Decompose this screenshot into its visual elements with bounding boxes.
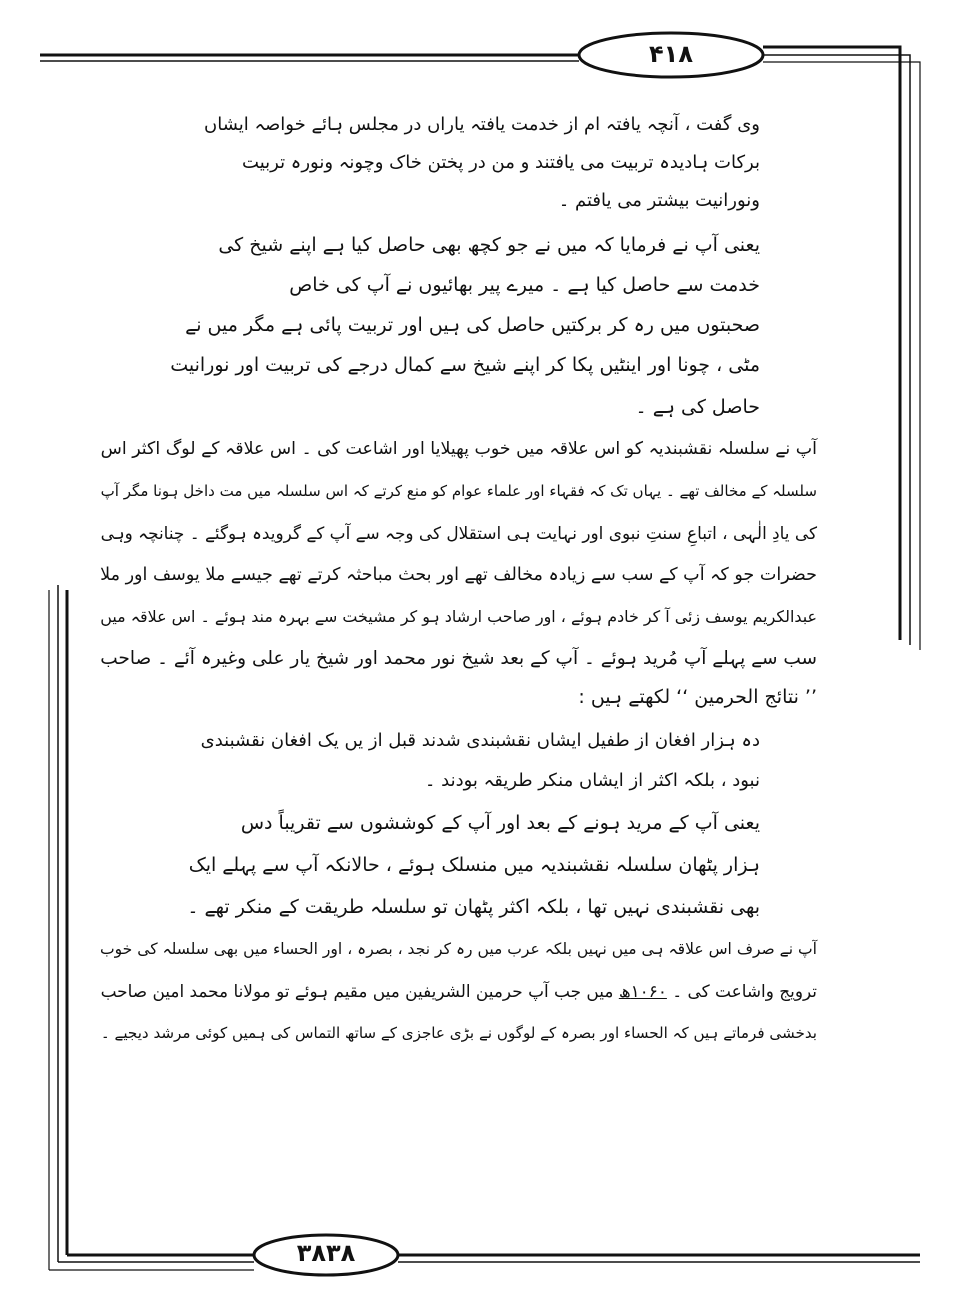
hijri-year: ۱۰۶۰ھ xyxy=(618,981,667,1001)
translation2-line: بھی نقشبندی نہیں تھا ، بلکہ اکثر پٹھان تو سلسلہ طریقت کے منکر تھے ۔ xyxy=(187,896,760,918)
paragraph2-line2-rest: میں جب آپ حرمین الشریفین میں مقیم ہوئے تو مولانا محمد امین صاحب xyxy=(100,981,614,1001)
translation1-line: خدمت سے حاصل کیا ہے ۔ میرے پیر بھائیوں نے آپ کی خاص xyxy=(289,274,760,296)
quote2-line: نبود ، بلکہ اکثر از ایشاں منکر طریقہ بودند ۔ xyxy=(424,770,760,791)
bottom-volume-number: ۳۸۳۸ xyxy=(296,1239,356,1267)
paragraph1-line: کی یادِ الٰہی ، اتباعِ سنتِ نبوی اور نہایت ہی استقلال کی وجہ سے آپ کے گرویدہ ہوگئے ۔ چنانچہ وہی xyxy=(100,523,817,543)
translation1-line: مٹی ، چونا اور اینٹیں پکا کر اپنے شیخ سے کمال درجے کی تربیت اور نورانیت xyxy=(170,354,760,376)
translation1-line: صحبتوں میں رہ کر برکتیں حاصل کی ہیں اور تربیت پائی ہے مگر میں نے xyxy=(185,314,760,336)
paragraph1-line: عبدالکریم یوسف زئی آ کر خادم ہوئے ، اور صاحب ارشاد ہو کر مشیخت سے بہرہ مند ہوئے ۔ اس علاقہ میں xyxy=(100,607,817,626)
paragraph2-line: آپ نے صرف اس علاقہ ہی میں نہیں بلکہ عرب میں رہ کر نجد ، بصرہ ، اور الحساء میں بھی سلسلہ کی خوب xyxy=(100,940,817,958)
paragraph2-line2 xyxy=(101,976,817,1006)
paragraph1-line: آپ نے سلسلہ نقشبندیہ کو اس علاقہ میں خوب پھیلایا اور اشاعت کی ۔ اس علاقہ کے لوگ اکثر اس xyxy=(100,439,817,459)
quote1-line: برکات ہادیدہ تربیت می یافتند و من در پختن خاک وچونہ ونورہ تربیت xyxy=(242,152,760,173)
top-page-number: ۴۱۸ xyxy=(649,40,693,68)
paragraph2-line2-start: ترویج واشاعت کی ۔ xyxy=(672,981,817,1001)
quote1-line: ونورانیت بیشتر می یافتم ۔ xyxy=(558,190,760,211)
translation2-line: ہزار پٹھان سلسلہ نقشبندیہ میں منسلک ہوئے ، حالانکہ آپ سے پہلے ایک xyxy=(188,854,760,876)
paragraph1-line: حضرات جو کہ آپ کے سب سے زیادہ مخالف تھے اور بحث مباحثہ کرتے تھے جیسے ملا یوسف اور ملا xyxy=(100,565,817,585)
translation2-line: یعنی آپ کے مرید ہونے کے بعد اور آپ کے کوششوں سے تقریباً دس xyxy=(240,812,760,834)
paragraph1-line: ’’ نتائج الحرمین ‘‘ لکھتے ہیں : xyxy=(578,686,817,708)
translation1-line: حاصل کی ہے ۔ xyxy=(635,396,760,418)
quote2-line: دہ ہزار افغان از طفیل ایشاں نقشبندی شدند قبل از یں یک افغان نقشبندی xyxy=(200,730,760,751)
paragraph1-line: سلسلہ کے مخالف تھے ۔ یہاں تک کہ فقہاء اور علماء عوام کو منع کرتے کہ اس سلسلہ میں مت داخل ہونا مگر آپ xyxy=(100,482,817,500)
paragraph1-line: سب سے پہلے آپ مُرید ہوئے ۔ آپ کے بعد شیخ نور محمد اور شیخ یار علی وغیرہ آئے ۔ صاحب xyxy=(100,648,817,669)
translation1-line: یعنی آپ نے فرمایا کہ میں نے جو کچھ بھی حاصل کیا ہے اپنے شیخ کی xyxy=(218,234,760,256)
paragraph2-line: بدخشی فرماتے ہیں کہ الحساء اور بصرہ کے لوگوں نے بڑی عاجزی کے ساتھ التماس کی ہمیں کوئی مرشد دیجیے ۔ xyxy=(100,1024,817,1042)
quote1-line: وی گفت ، آنچہ یافتہ ام از خدمت یافتہ یاراں در مجلس ہائے خواصہ ایشاں xyxy=(203,114,760,135)
